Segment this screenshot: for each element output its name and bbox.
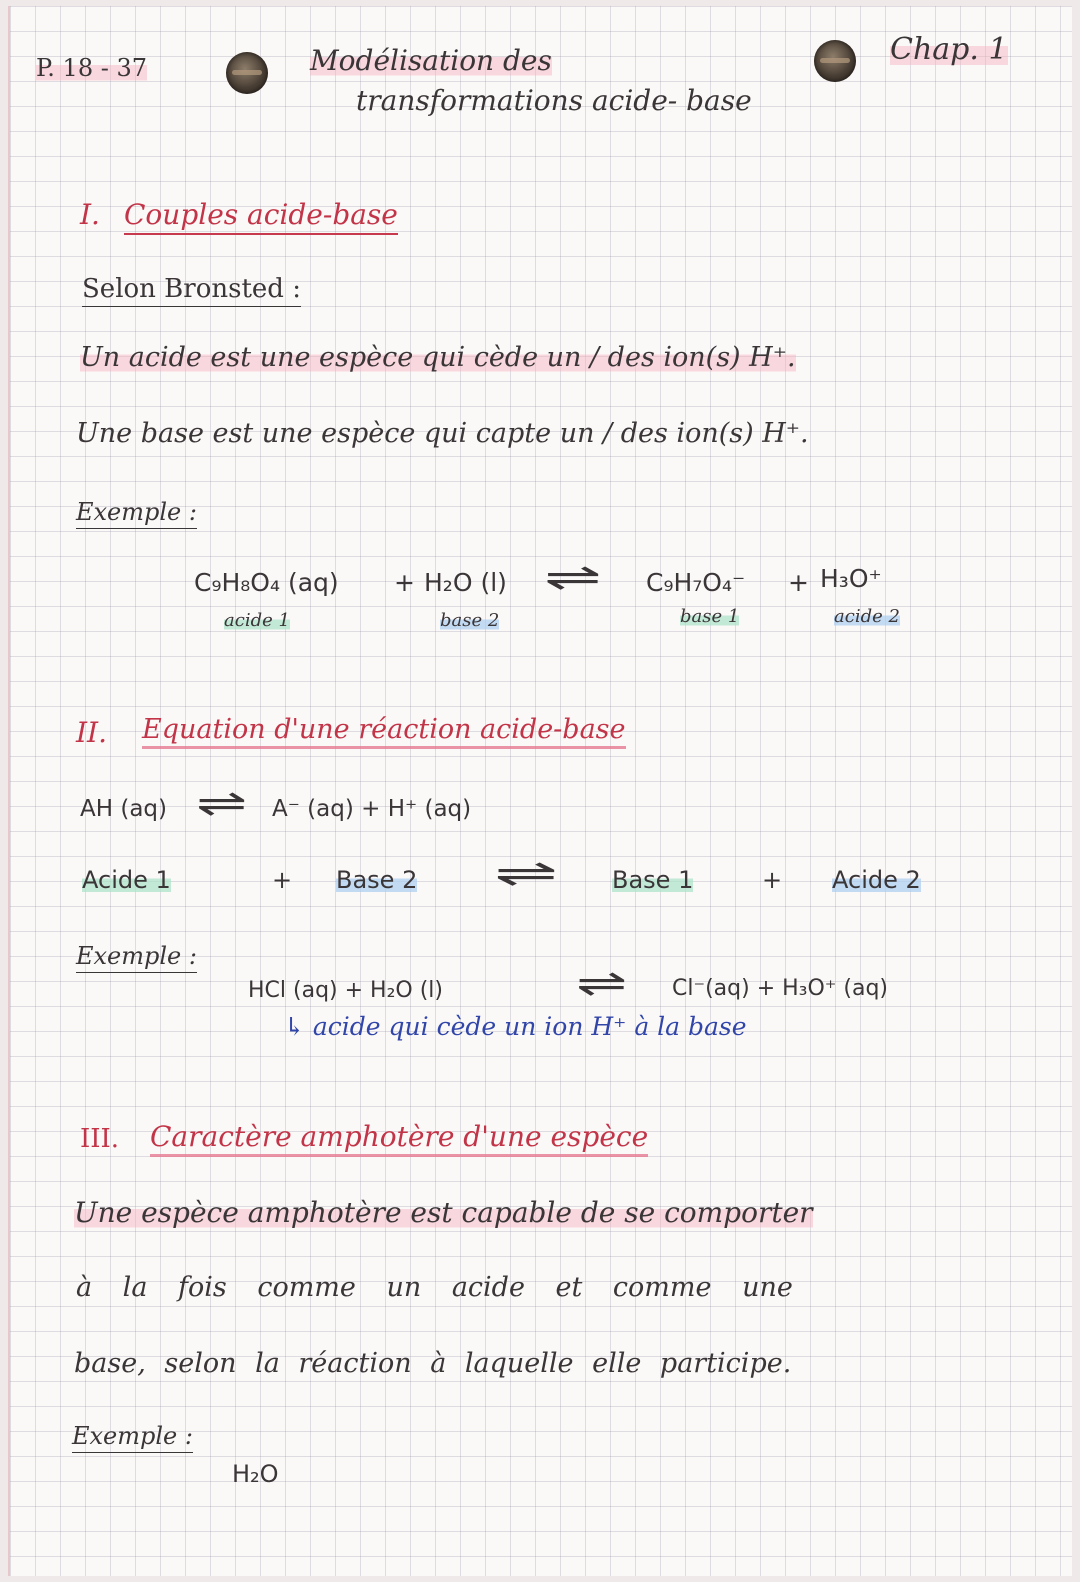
page-range: P. 18 - 37 — [36, 54, 147, 82]
section-2-example-label: Exemple : — [76, 942, 197, 973]
eq1-water: H₂O (l) — [424, 568, 507, 597]
hcl-eq-note: ↳ acide qui cède un ion H⁺ à la base — [284, 1012, 747, 1041]
title-line-2: transformations acide- base — [356, 84, 752, 117]
eq1-equilibrium-arrow: ⇌ — [544, 555, 602, 599]
binder-hole-left — [226, 52, 268, 94]
section-3-number: III. — [80, 1124, 120, 1154]
section-1-example-label: Exemple : — [76, 498, 197, 529]
chapter-label: Chap. 1 — [890, 32, 1008, 67]
section-3-heading: Caractère amphotère d'une espèce — [150, 1120, 648, 1157]
word-eq-base-1: Base 1 — [612, 866, 694, 894]
section-2-heading: Equation d'une réaction acide-base — [142, 714, 626, 749]
word-eq-plus-2: + — [762, 866, 783, 894]
label-base-2: base 2 — [440, 610, 500, 631]
word-eq-plus-1: + — [272, 866, 293, 894]
hcl-eq-arrow: ⇌ — [576, 961, 627, 1005]
eq1-plus-2: + — [788, 568, 809, 597]
word-eq-acide-1: Acide 1 — [82, 866, 171, 894]
section-1-number: I. — [80, 198, 100, 231]
section-1-heading: Couples acide-base — [124, 198, 398, 235]
section-2-number: II. — [76, 716, 108, 749]
label-base-1: base 1 — [680, 606, 740, 627]
base-definition: Une base est une espèce qui capte un / des ion(s) H⁺. — [76, 418, 809, 449]
acid-definition: Un acide est une espèce qui cède un / des ion(s) H⁺. — [80, 342, 796, 373]
eq1-plus-1: + — [394, 568, 415, 597]
binder-hole-right — [814, 40, 856, 82]
eq1-hydronium: H₃O⁺ — [820, 564, 882, 593]
title-line-1: Modélisation des — [310, 44, 552, 77]
amphoteric-line-3: base, selon la réaction à laquelle elle participe. — [74, 1348, 792, 1379]
word-eq-acide-2: Acide 2 — [832, 866, 921, 894]
eq1-acid: C₉H₈O₄ (aq) — [194, 568, 339, 597]
generic-eq-right: A⁻ (aq) + H⁺ (aq) — [272, 796, 472, 822]
amphoteric-line-2: à la fois comme un acide et comme une — [76, 1272, 793, 1303]
bronsted-label: Selon Bronsted : — [82, 274, 301, 307]
word-eq-base-2: Base 2 — [336, 866, 418, 894]
amphoteric-example-h2o: H₂O — [232, 1460, 279, 1488]
amphoteric-line-1: Une espèce amphotère est capable de se comporter — [74, 1196, 813, 1229]
generic-eq-left: AH (aq) — [80, 796, 167, 822]
hcl-eq-left: HCl (aq) + H₂O (l) — [248, 978, 443, 1003]
label-acide-2: acide 2 — [834, 606, 900, 627]
hcl-eq-right: Cl⁻(aq) + H₃O⁺ (aq) — [672, 976, 889, 1001]
label-acide-1: acide 1 — [224, 610, 290, 631]
notebook-page — [8, 6, 1072, 1576]
generic-eq-arrow: ⇌ — [196, 781, 247, 825]
eq1-conjugate-base: C₉H₇O₄⁻ — [646, 568, 746, 597]
section-3-example-label: Exemple : — [72, 1422, 193, 1453]
word-eq-arrow: ⇌ — [494, 851, 558, 895]
